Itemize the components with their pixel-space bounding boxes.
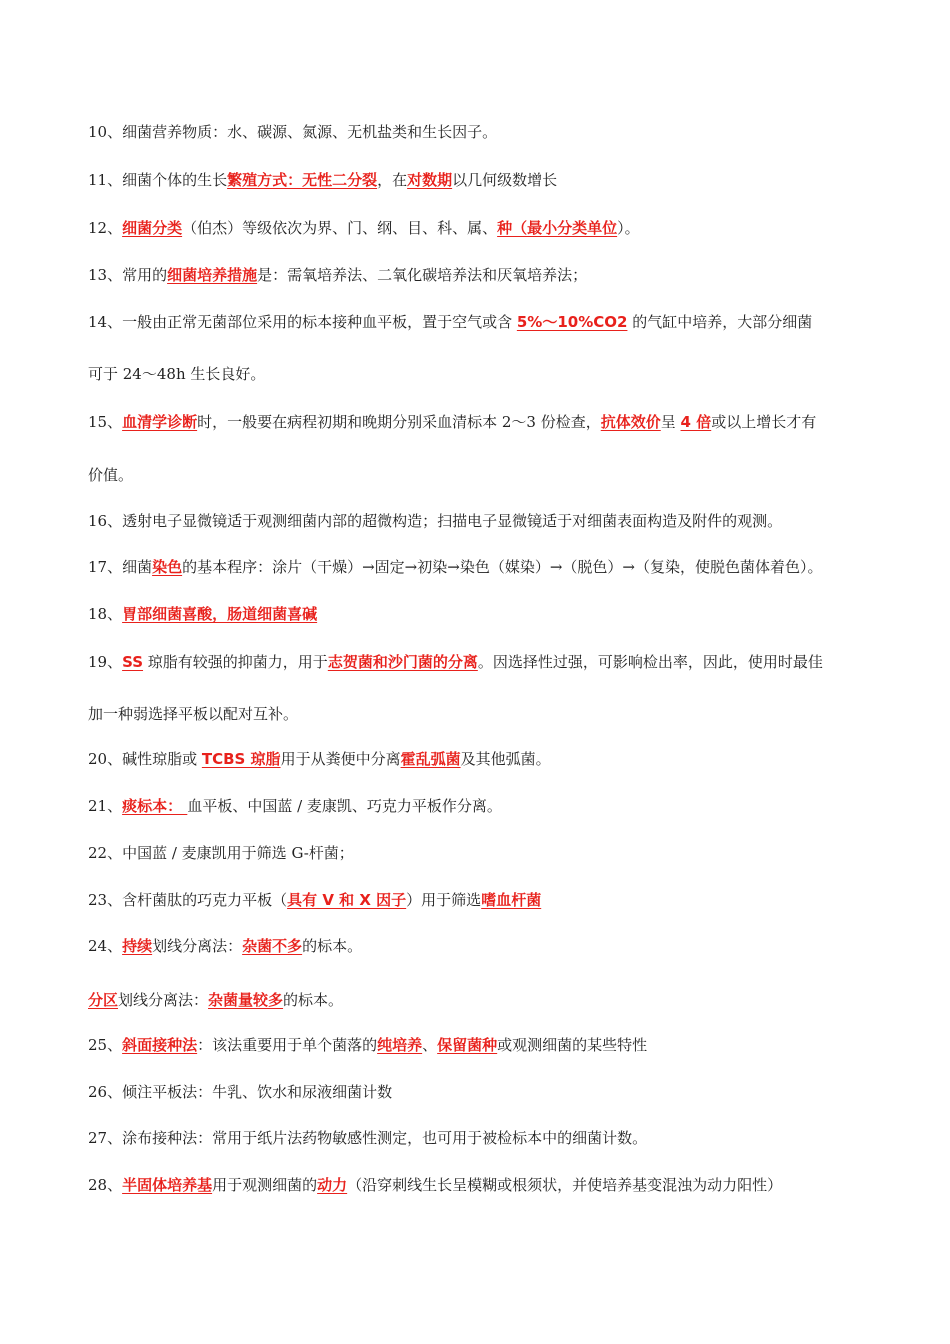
line-text: ：该法重要用于单个菌落的 [197, 1036, 378, 1054]
line-text: 划线分离法： [118, 991, 209, 1009]
line-text: 的基本程序：涂片（干燥）→固定→初染→染色（媒染）→（脱色）→（复染，使脱色菌体着色）。 [182, 558, 823, 576]
line-text: 16、透射电子显微镜适于观测细菌内部的超微构造；扫描电子显微镜适于对细菌表面构造及附件的观测。 [88, 512, 783, 530]
line-text: 是：需氧培养法、二氧化碳培养法和厌氧培养法； [257, 266, 588, 284]
note-line-14 [88, 312, 878, 332]
line-text: 25、 [88, 1036, 123, 1054]
note-line-10 [88, 122, 878, 142]
note-line-17 [88, 557, 878, 577]
line-text: 时，一般要在病程初期和晚期分别采血清标本 2～3 份检查， [197, 413, 601, 431]
line-text: 以几何级数增长 [452, 171, 558, 189]
line-text: 的标本。 [302, 937, 363, 955]
highlighted-term: 细菌分类 [122, 219, 183, 237]
highlighted-term: 细菌培养措施 [167, 266, 258, 284]
highlighted-term: 霍乱弧菌 [400, 750, 461, 768]
line-text: 可于 24～48h 生长良好。 [88, 365, 266, 383]
note-line-21 [88, 796, 878, 816]
highlighted-term: 痰标本： [122, 797, 188, 815]
highlighted-term: 杂菌量较多 [208, 991, 284, 1009]
highlighted-term: 繁殖方式：无性二分裂 [227, 171, 378, 189]
highlighted-term: 杂菌不多 [242, 937, 303, 955]
note-line-22 [88, 843, 878, 863]
note-line-11 [88, 170, 878, 190]
highlighted-term: 半固体培养基 [122, 1176, 213, 1194]
note-line-12 [88, 218, 878, 238]
line-text: 27、涂布接种法：常用于纸片法药物敏感性测定，也可用于被检标本中的细菌计数。 [88, 1129, 648, 1147]
line-text: 加一种弱选择平板以配对互补。 [88, 705, 299, 723]
line-text: 17、细菌 [88, 558, 153, 576]
note-line-28 [88, 1175, 878, 1195]
line-text: 13、常用的 [88, 266, 168, 284]
line-text: 琼脂有较强的抑菌力，用于 [143, 653, 328, 671]
line-text: 20、碱性琼脂或 [88, 750, 202, 768]
line-text: ）用于筛选 [406, 891, 482, 909]
note-line-20 [88, 749, 878, 769]
highlighted-term: 动力 [317, 1176, 348, 1194]
highlighted-term: 抗体效价 [600, 413, 661, 431]
line-text: 15、 [88, 413, 123, 431]
note-line-23 [88, 890, 878, 910]
note-line-25 [88, 1035, 878, 1055]
note-line-19-cont [88, 704, 878, 724]
line-text: 。因选择性过强，可影响检出率，因此，使用时最佳 [477, 653, 823, 671]
line-text: 10、细菌营养物质：水、碳源、氮源、无机盐类和生长因子。 [88, 123, 498, 141]
line-text: 、 [422, 1036, 438, 1054]
line-text: 23、含杆菌肽的巧克力平板（ [88, 891, 288, 909]
note-line-13 [88, 265, 878, 285]
line-text: 用于观测细菌的 [212, 1176, 318, 1194]
note-line-18 [88, 604, 878, 624]
highlighted-term: 5%～10%CO2 [516, 313, 628, 331]
line-text: 18、 [88, 605, 123, 623]
note-line-16 [88, 511, 878, 531]
line-text: 血平板、中国蓝 / 麦康凯、巧克力平板作分离。 [187, 797, 502, 815]
line-text: 划线分离法： [152, 937, 243, 955]
line-text: 24、 [88, 937, 123, 955]
line-text: 14、一般由正常无菌部位采用的标本接种血平板，置于空气或含 [88, 313, 517, 331]
highlighted-term: 胃部细菌喜酸，肠道细菌喜碱 [122, 605, 318, 623]
line-text: 或观测细菌的某些特性 [497, 1036, 648, 1054]
note-line-24 [88, 936, 878, 956]
note-line-27 [88, 1128, 878, 1148]
line-text: 的标本。 [283, 991, 344, 1009]
highlighted-term: 染色 [152, 558, 183, 576]
highlighted-term: 对数期 [407, 171, 453, 189]
highlighted-term: 血清学诊断 [122, 413, 198, 431]
line-text: 21、 [88, 797, 123, 815]
highlighted-term: SS [122, 653, 144, 671]
line-text: ，在 [377, 171, 408, 189]
line-text: 或以上增长才有 [711, 413, 817, 431]
line-text: 11、细菌个体的生长 [88, 171, 228, 189]
line-text: 26、倾注平板法：牛乳、饮水和尿液细菌计数 [88, 1083, 393, 1101]
highlighted-term: 志贺菌和沙门菌的分离 [327, 653, 478, 671]
highlighted-term: 持续 [122, 937, 153, 955]
line-text: 28、 [88, 1176, 123, 1194]
line-text: 呈 [660, 413, 681, 431]
highlighted-term: 种（最小分类单位 [497, 219, 618, 237]
highlighted-term: TCBS 琼脂 [201, 750, 281, 768]
line-text: 的气缸中培养，大部分细菌 [627, 313, 813, 331]
line-text: 价值。 [88, 466, 134, 484]
note-line-15-cont [88, 465, 878, 485]
line-text: （沿穿刺线生长呈模糊或根须状，并使培养基变混浊为动力阳性） [347, 1176, 783, 1194]
note-line-24-zone [88, 990, 878, 1010]
note-line-19 [88, 652, 878, 672]
line-text: 用于从粪便中分离 [280, 750, 401, 768]
line-text: ）。 [617, 219, 640, 237]
line-text: 及其他弧菌。 [460, 750, 551, 768]
line-text: 12、 [88, 219, 123, 237]
highlighted-term: 4 倍 [680, 413, 712, 431]
highlighted-term: 斜面接种法 [122, 1036, 198, 1054]
note-line-14-cont [88, 364, 878, 384]
highlighted-term: 分区 [88, 991, 119, 1009]
note-line-26 [88, 1082, 878, 1102]
line-text: 22、中国蓝 / 麦康凯用于筛选 G-杆菌； [88, 844, 354, 862]
note-line-15 [88, 412, 878, 432]
line-text: （伯杰）等级依次为界、门、纲、目、科、属、 [182, 219, 498, 237]
line-text: 19、 [88, 653, 123, 671]
highlighted-term: 保留菌种 [437, 1036, 498, 1054]
highlighted-term: 纯培养 [377, 1036, 423, 1054]
highlighted-term: 具有 V 和 X 因子 [287, 891, 407, 909]
highlighted-term: 嗜血杆菌 [481, 891, 542, 909]
